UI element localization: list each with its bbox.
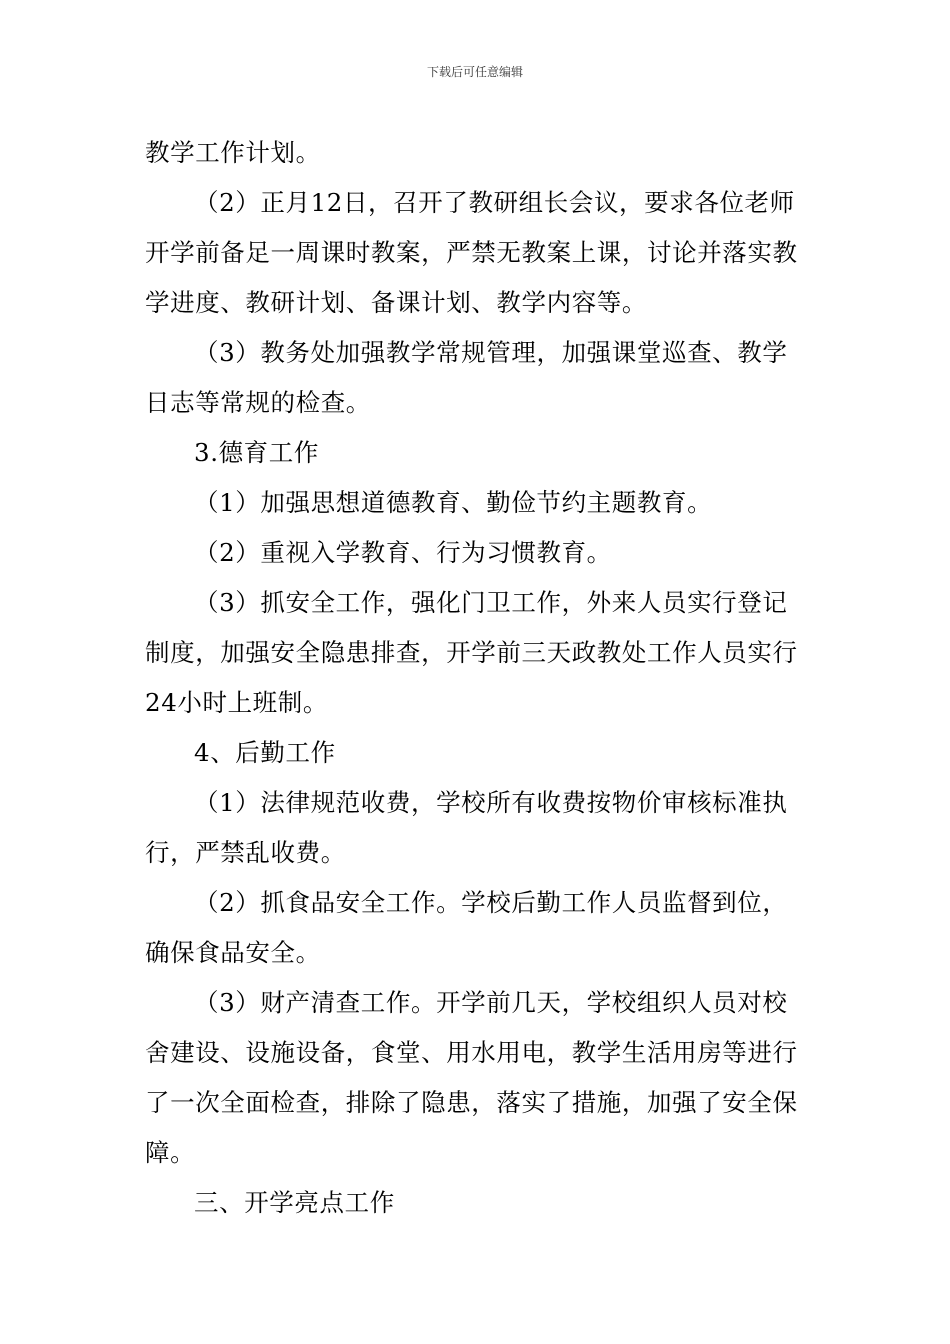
paragraph-logistics-2: （2）抓食品安全工作。学校后勤工作人员监督到位，确保食品安全。 [145,888,788,967]
paragraph-moral-3: （3）抓安全工作，强化门卫工作，外来人员实行登记制度，加强安全隐患排查，开学前三天政教处工作人员实行24小时上班制。 [145,588,798,717]
paragraph-teaching-3: （3）教务处加强教学常规管理，加强课堂巡查、教学日志等常规的检查。 [145,338,788,417]
page-header: 下载后可任意编辑 [426,65,523,79]
section-heading-moral-education: 3.德育工作 [194,438,319,467]
section-heading-logistics: 4、后勤工作 [194,738,336,767]
document-body [145,128,810,1228]
paragraph-moral-2: （2）重视入学教育、行为习惯教育。 [194,538,612,567]
paragraph-continuation: 教学工作计划。 [145,138,321,167]
paragraph-logistics-1: （1）法律规范收费，学校所有收费按物价审核标准执行，严禁乱收费。 [145,788,788,867]
paragraph-logistics-3: （3）财产清查工作。开学前几天，学校组织人员对校舍建设、设施设备，食堂、用水用电，教学生活用房等进行了一次全面检查，排除了隐患，落实了措施，加强了安全保障。 [145,988,798,1167]
paragraph-teaching-2: （2）正月12日，召开了教研组长会议，要求各位老师开学前备足一周课时教案，严禁无教案上课，讨论并落实教学进度、教研计划、备课计划、教学内容等。 [145,188,798,317]
paragraph-moral-1: （1）加强思想道德教育、勤俭节约主题教育。 [194,488,713,517]
section-heading-highlights: 三、开学亮点工作 [194,1188,395,1217]
